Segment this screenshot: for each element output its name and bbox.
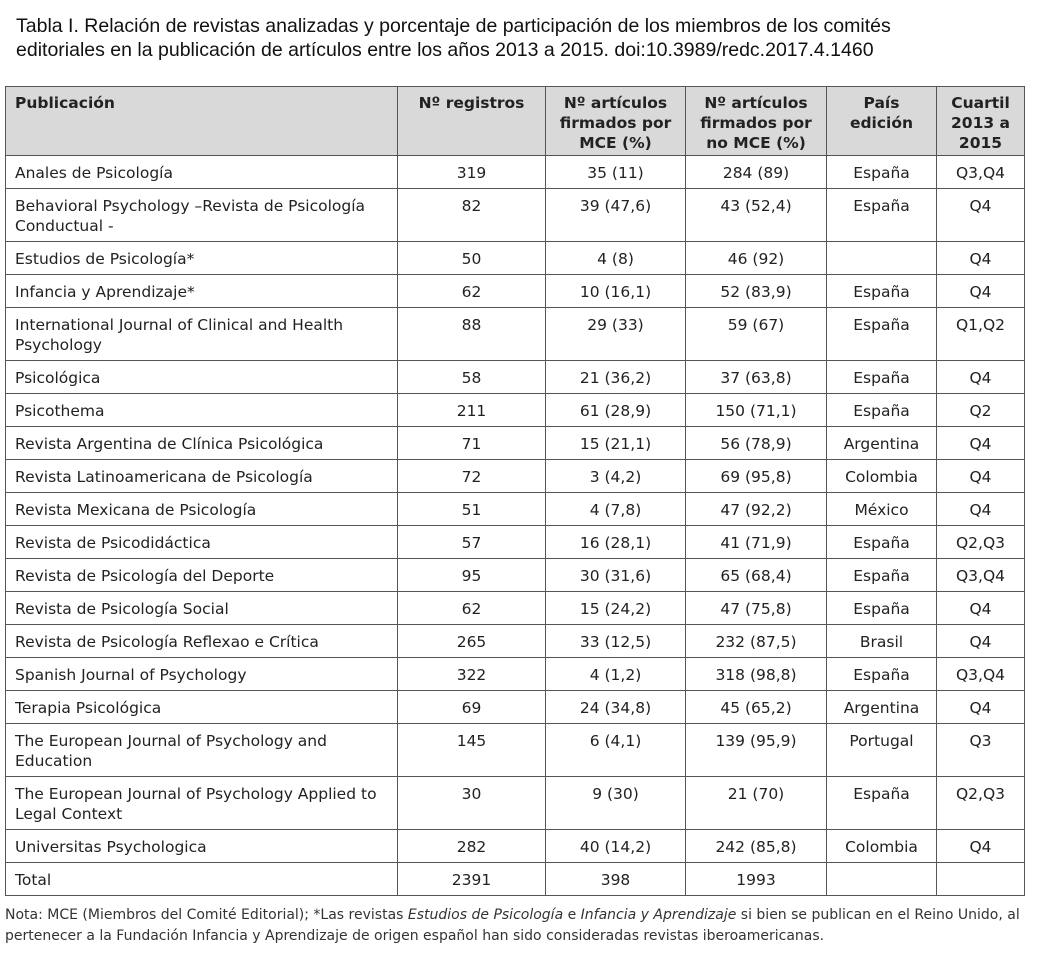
cell-total-no-mce: 1993 xyxy=(686,863,827,896)
cell-registros: 211 xyxy=(398,394,546,427)
cell-total-pais xyxy=(827,863,937,896)
table-row xyxy=(6,427,1025,460)
cell-no-mce: 150 (71,1) xyxy=(686,394,827,427)
cell-no-mce: 46 (92) xyxy=(686,242,827,275)
cell-mce: 16 (28,1) xyxy=(546,526,686,559)
cell-cuartil: Q4 xyxy=(937,275,1025,308)
note-journal-infancia: Infancia y Aprendizaje xyxy=(580,907,737,923)
cell-cuartil: Q4 xyxy=(937,361,1025,394)
table-row xyxy=(6,361,1025,394)
cell-registros: 145 xyxy=(398,724,546,777)
cell-total-mce: 398 xyxy=(546,863,686,896)
cell-pais: España xyxy=(827,658,937,691)
header-no-mce-line: no MCE (%) xyxy=(706,134,806,152)
cell-registros: 82 xyxy=(398,189,546,242)
cell-mce: 61 (28,9) xyxy=(546,394,686,427)
header-cuartil-line: Cuartil xyxy=(951,94,1010,112)
cell-cuartil: Q4 xyxy=(937,493,1025,526)
table-row xyxy=(6,156,1025,189)
cell-no-mce: 139 (95,9) xyxy=(686,724,827,777)
cell-registros: 58 xyxy=(398,361,546,394)
header-no-mce-line: firmados por xyxy=(700,114,812,132)
header-pais-line: País xyxy=(863,94,900,112)
cell-registros: 72 xyxy=(398,460,546,493)
cell-publicacion: Anales de Psicología xyxy=(6,156,398,189)
cell-publicacion: The European Journal of Psychology Applied to Legal Context xyxy=(6,777,398,830)
header-no-mce xyxy=(686,87,827,156)
cell-publicacion: The European Journal of Psychology and Education xyxy=(6,724,398,777)
cell-registros: 95 xyxy=(398,559,546,592)
header-mce-line: MCE (%) xyxy=(579,134,652,152)
cell-cuartil: Q4 xyxy=(937,830,1025,863)
cell-no-mce: 232 (87,5) xyxy=(686,625,827,658)
cell-pais: Argentina xyxy=(827,691,937,724)
cell-no-mce: 45 (65,2) xyxy=(686,691,827,724)
cell-registros: 319 xyxy=(398,156,546,189)
header-cuartil xyxy=(937,87,1025,156)
cell-registros: 30 xyxy=(398,777,546,830)
cell-registros: 265 xyxy=(398,625,546,658)
cell-no-mce: 65 (68,4) xyxy=(686,559,827,592)
cell-publicacion: Revista Mexicana de Psicología xyxy=(6,493,398,526)
cell-publicacion: Revista de Psicología Social xyxy=(6,592,398,625)
cell-total-label: Total xyxy=(6,863,398,896)
cell-mce: 4 (7,8) xyxy=(546,493,686,526)
cell-no-mce: 47 (92,2) xyxy=(686,493,827,526)
header-pais xyxy=(827,87,937,156)
cell-cuartil: Q4 xyxy=(937,625,1025,658)
cell-cuartil: Q4 xyxy=(937,242,1025,275)
table-row xyxy=(6,830,1025,863)
header-mce xyxy=(546,87,686,156)
cell-mce: 9 (30) xyxy=(546,777,686,830)
table-row xyxy=(6,275,1025,308)
cell-mce: 15 (21,1) xyxy=(546,427,686,460)
cell-cuartil: Q3,Q4 xyxy=(937,559,1025,592)
cell-pais: Portugal xyxy=(827,724,937,777)
cell-no-mce: 41 (71,9) xyxy=(686,526,827,559)
cell-total-registros: 2391 xyxy=(398,863,546,896)
cell-registros: 50 xyxy=(398,242,546,275)
cell-cuartil: Q2 xyxy=(937,394,1025,427)
note-journal-estudios: Estudios de Psicología xyxy=(407,907,564,923)
cell-registros: 62 xyxy=(398,275,546,308)
cell-cuartil: Q4 xyxy=(937,189,1025,242)
cell-mce: 24 (34,8) xyxy=(546,691,686,724)
note-prefix: Nota: MCE (Miembros del Comité Editorial); *Las revistas xyxy=(5,907,408,923)
header-pais-line: edición xyxy=(849,114,914,132)
cell-cuartil: Q4 xyxy=(937,691,1025,724)
cell-publicacion: Revista de Psicodidáctica xyxy=(6,526,398,559)
cell-no-mce: 21 (70) xyxy=(686,777,827,830)
cell-mce: 21 (36,2) xyxy=(546,361,686,394)
cell-mce: 30 (31,6) xyxy=(546,559,686,592)
cell-pais: Argentina xyxy=(827,427,937,460)
table-row xyxy=(6,308,1025,361)
cell-mce: 4 (1,2) xyxy=(546,658,686,691)
table-row xyxy=(6,625,1025,658)
cell-pais: España xyxy=(827,189,937,242)
cell-publicacion: Spanish Journal of Psychology xyxy=(6,658,398,691)
cell-registros: 88 xyxy=(398,308,546,361)
cell-mce: 15 (24,2) xyxy=(546,592,686,625)
cell-cuartil: Q4 xyxy=(937,460,1025,493)
table-row xyxy=(6,592,1025,625)
cell-publicacion: Behavioral Psychology –Revista de Psicología Conductual - xyxy=(6,189,398,242)
cell-no-mce: 56 (78,9) xyxy=(686,427,827,460)
table-row xyxy=(6,493,1025,526)
cell-pais xyxy=(827,242,937,275)
cell-no-mce: 37 (63,8) xyxy=(686,361,827,394)
cell-mce: 10 (16,1) xyxy=(546,275,686,308)
cell-no-mce: 52 (83,9) xyxy=(686,275,827,308)
note-suffix: si bien se publican en el Reino Unido, al pertenecer a la Fundación Infancia y Aprendizaje de origen español han sido consideradas revistas iberoamericanas. xyxy=(5,907,1020,944)
header-cuartil-line: 2013 a xyxy=(951,114,1010,132)
table-row xyxy=(6,658,1025,691)
note-connector: e xyxy=(563,907,581,923)
cell-mce: 6 (4,1) xyxy=(546,724,686,777)
cell-pais: México xyxy=(827,493,937,526)
cell-pais: Brasil xyxy=(827,625,937,658)
cell-pais: España xyxy=(827,526,937,559)
cell-no-mce: 69 (95,8) xyxy=(686,460,827,493)
cell-publicacion: Revista de Psicología Reflexao e Crítica xyxy=(6,625,398,658)
cell-publicacion: Revista Argentina de Clínica Psicológica xyxy=(6,427,398,460)
total-row xyxy=(6,863,1025,896)
cell-total-cuartil xyxy=(937,863,1025,896)
cell-mce: 39 (47,6) xyxy=(546,189,686,242)
cell-publicacion: Revista de Psicología del Deporte xyxy=(6,559,398,592)
table-note xyxy=(5,905,1050,947)
cell-registros: 322 xyxy=(398,658,546,691)
caption-line-2: editoriales en la publicación de artículos entre los años 2013 a 2015. doi:10.3989/redc.2017.4.1460 xyxy=(16,39,874,61)
table-row xyxy=(6,394,1025,427)
cell-pais: España xyxy=(827,777,937,830)
table-caption xyxy=(16,14,1046,62)
cell-cuartil: Q3,Q4 xyxy=(937,658,1025,691)
header-no-mce-line: Nº artículos xyxy=(704,94,808,112)
cell-publicacion: Universitas Psychologica xyxy=(6,830,398,863)
cell-pais: España xyxy=(827,559,937,592)
cell-mce: 33 (12,5) xyxy=(546,625,686,658)
table-row xyxy=(6,526,1025,559)
cell-cuartil: Q4 xyxy=(937,592,1025,625)
table-row xyxy=(6,691,1025,724)
cell-registros: 282 xyxy=(398,830,546,863)
header-registros: Nº registros xyxy=(398,87,546,156)
cell-cuartil: Q3 xyxy=(937,724,1025,777)
cell-pais: Colombia xyxy=(827,830,937,863)
cell-publicacion: Infancia y Aprendizaje* xyxy=(6,275,398,308)
header-cuartil-line: 2015 xyxy=(958,134,1003,152)
cell-mce: 3 (4,2) xyxy=(546,460,686,493)
table-row xyxy=(6,559,1025,592)
cell-publicacion: International Journal of Clinical and Health Psychology xyxy=(6,308,398,361)
cell-publicacion: Terapia Psicológica xyxy=(6,691,398,724)
cell-cuartil: Q2,Q3 xyxy=(937,777,1025,830)
cell-cuartil: Q3,Q4 xyxy=(937,156,1025,189)
cell-pais: Colombia xyxy=(827,460,937,493)
cell-mce: 29 (33) xyxy=(546,308,686,361)
cell-publicacion: Estudios de Psicología* xyxy=(6,242,398,275)
table-row xyxy=(6,242,1025,275)
cell-no-mce: 47 (75,8) xyxy=(686,592,827,625)
header-row xyxy=(6,87,1025,156)
cell-publicacion: Psicológica xyxy=(6,361,398,394)
cell-mce: 4 (8) xyxy=(546,242,686,275)
cell-mce: 40 (14,2) xyxy=(546,830,686,863)
cell-mce: 35 (11) xyxy=(546,156,686,189)
cell-publicacion: Psicothema xyxy=(6,394,398,427)
cell-registros: 51 xyxy=(398,493,546,526)
cell-no-mce: 43 (52,4) xyxy=(686,189,827,242)
header-mce-line: firmados por xyxy=(559,114,672,132)
cell-pais: España xyxy=(827,308,937,361)
header-publicacion: Publicación xyxy=(6,87,398,156)
journals-table xyxy=(5,86,1025,896)
table-row xyxy=(6,777,1025,830)
cell-registros: 57 xyxy=(398,526,546,559)
cell-no-mce: 318 (98,8) xyxy=(686,658,827,691)
cell-registros: 69 xyxy=(398,691,546,724)
cell-pais: España xyxy=(827,275,937,308)
cell-publicacion: Revista Latinoamericana de Psicología xyxy=(6,460,398,493)
cell-no-mce: 284 (89) xyxy=(686,156,827,189)
cell-cuartil: Q4 xyxy=(937,427,1025,460)
cell-pais: España xyxy=(827,592,937,625)
cell-no-mce: 59 (67) xyxy=(686,308,827,361)
cell-pais: España xyxy=(827,394,937,427)
cell-no-mce: 242 (85,8) xyxy=(686,830,827,863)
caption-line-1: Tabla I. Relación de revistas analizadas y porcentaje de participación de los miembros de los comités xyxy=(16,15,891,37)
cell-cuartil: Q1,Q2 xyxy=(937,308,1025,361)
cell-pais: España xyxy=(827,361,937,394)
cell-registros: 62 xyxy=(398,592,546,625)
cell-registros: 71 xyxy=(398,427,546,460)
cell-pais: España xyxy=(827,156,937,189)
table-row xyxy=(6,189,1025,242)
header-mce-line: Nº artículos xyxy=(563,94,668,112)
table-row xyxy=(6,724,1025,777)
cell-cuartil: Q2,Q3 xyxy=(937,526,1025,559)
table-row xyxy=(6,460,1025,493)
